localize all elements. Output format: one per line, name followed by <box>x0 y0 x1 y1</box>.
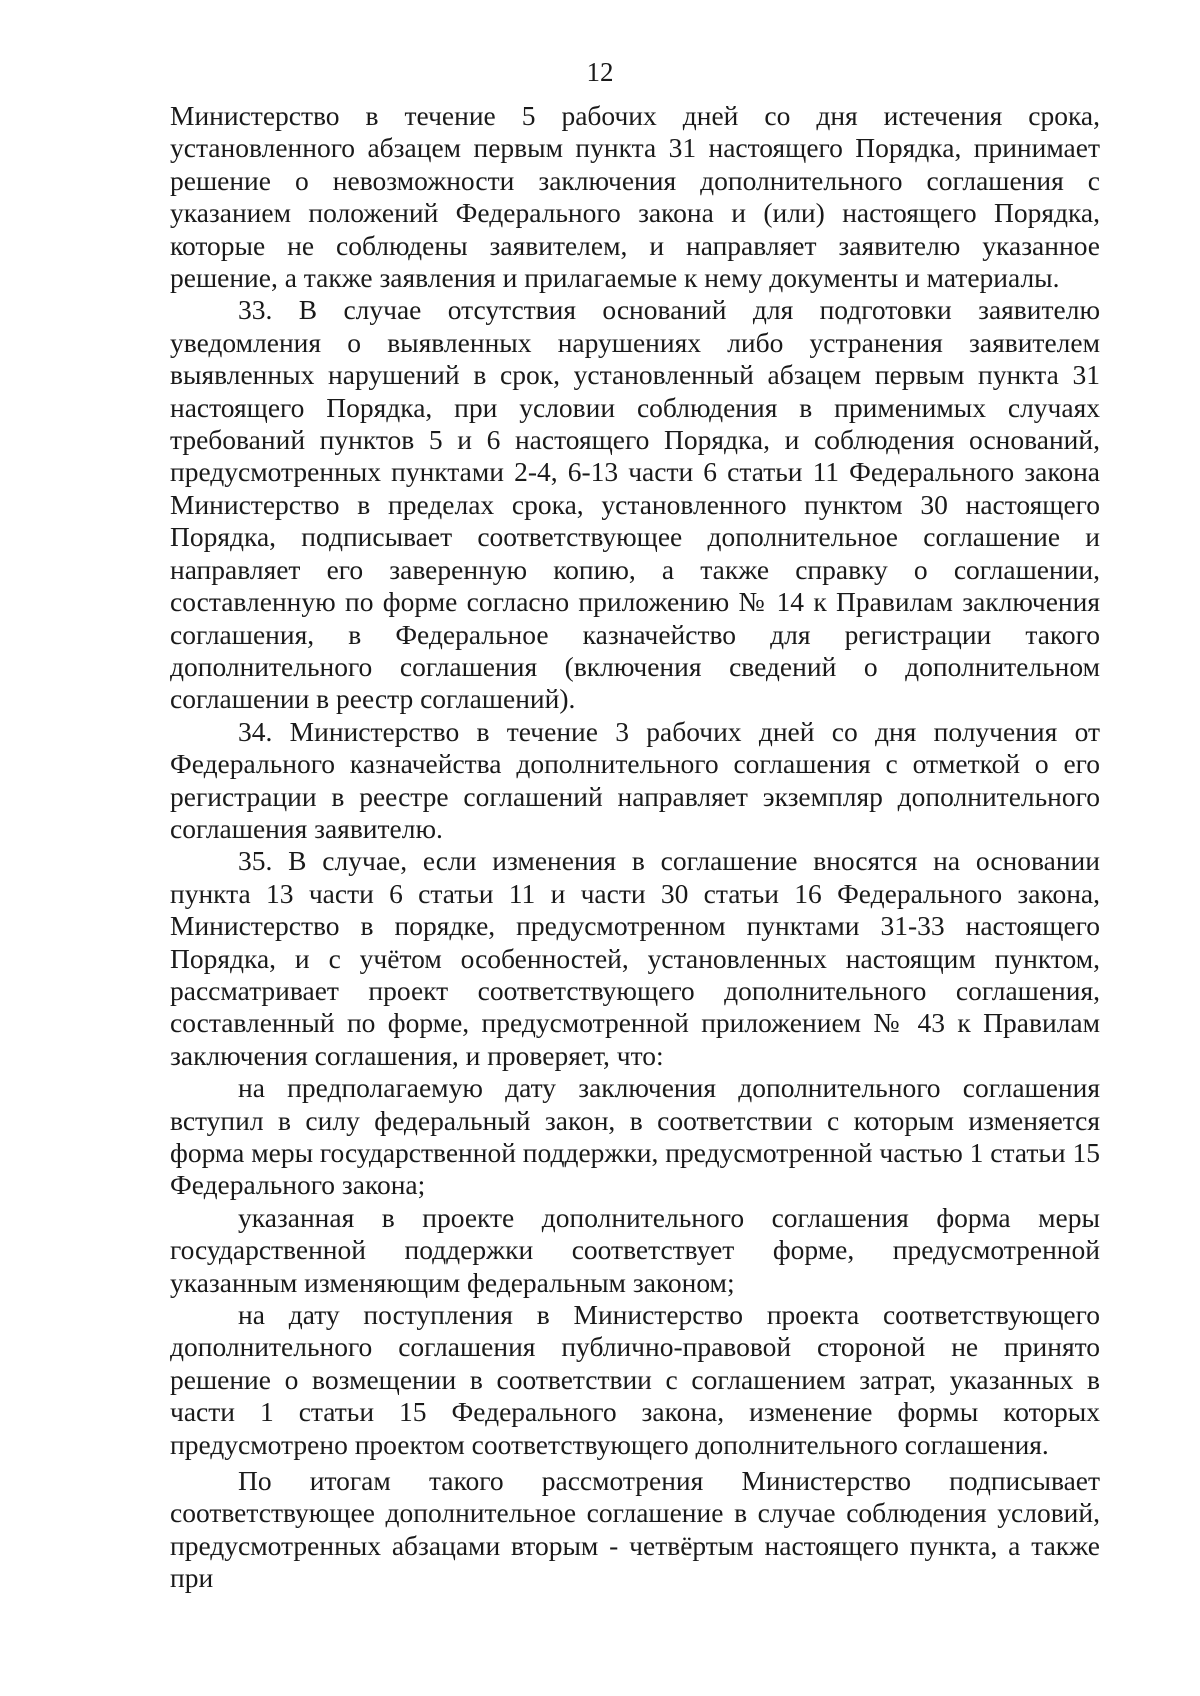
paragraph-condition-no-decision: на дату поступления в Министерство проекта соответствующего дополнительного соглашения публично-правовой стороной не принято решение о возмещении в соответствии с соглашением затрат, указанных в части 1 статьи 15 Федерального закона, изменение формы которых предусмотрено проектом соответствующего дополнительного соглашения. <box>170 1299 1100 1460</box>
paragraph-condition-law-in-force: на предполагаемую дату заключения дополнительного соглашения вступил в силу федеральный закон, в соответствии с которым изменяется форма меры государственной поддержки, предусмотренной частью 1 статьи 15 Федерального закона; <box>170 1072 1100 1201</box>
paragraph-clause-33: 33. В случае отсутствия оснований для подготовки заявителю уведомления о выявленных нарушениях либо устранения заявителем выявленных нарушений в срок, установленный абзацем первым пункта 31 настоящего Порядка, при условии соблюдения в применимых случаях требований пунктов 5 и 6 настоящего Порядка, и соблюдения оснований, предусмотренных пунктами 2-4, 6-13 части 6 статьи 11 Федерального закона Министерство в пределах срока, установленного пунктом 30 настоящего Порядка, подписывает соответствующее дополнительное соглашение и направляет его заверенную копию, а также справку о соглашении, составленную по форме согласно приложению № 14 к Правилам заключения соглашения, в Федеральное казначейство для регистрации такого дополнительного соглашения (включения сведений о дополнительном соглашении в реестр соглашений). <box>170 294 1100 715</box>
page-number: 12 <box>586 57 614 87</box>
paragraph-decision-impossibility: Министерство в течение 5 рабочих дней со дня истечения срока, установленного абзацем первым пункта 31 настоящего Порядка, принимает решение о невозможности заключения дополнительного соглашения с указанием положений Федерального закона и (или) настоящего Порядка, которые не соблюдены заявителем, и направляет заявителю указанное решение, а также заявления и прилагаемые к нему документы и материалы. <box>170 100 1100 294</box>
paragraph-clause-34: 34. Министерство в течение 3 рабочих дней со дня получения от Федерального казначейства дополнительного соглашения с отметкой о его регистрации в реестре соглашений направляет экземпляр дополнительного соглашения заявителю. <box>170 715 1100 844</box>
paragraph-condition-form-match: указанная в проекте дополнительного соглашения форма меры государственной поддержки соответствует форме, предусмотренной указанным изменяющим федеральным законом; <box>170 1201 1100 1298</box>
paragraph-review-results: По итогам такого рассмотрения Министерство подписывает соответствующее дополнительное соглашение в случае соблюдения условий, предусмотренных абзацами вторым - четвёртым настоящего пункта, а также при <box>170 1465 1100 1594</box>
paragraph-clause-35: 35. В случае, если изменения в соглашение вносятся на основании пункта 13 части 6 статьи 11 и части 30 статьи 16 Федерального закона, Министерство в порядке, предусмотренном пунктами 31-33 настоящего Порядка, и с учётом особенностей, установленных настоящим пунктом, рассматривает проект соответствующего дополнительного соглашения, составленный по форме, предусмотренной приложением № 43 к Правилам заключения соглашения, и проверяет, что: <box>170 845 1100 1071</box>
document-body <box>170 100 1100 1595</box>
